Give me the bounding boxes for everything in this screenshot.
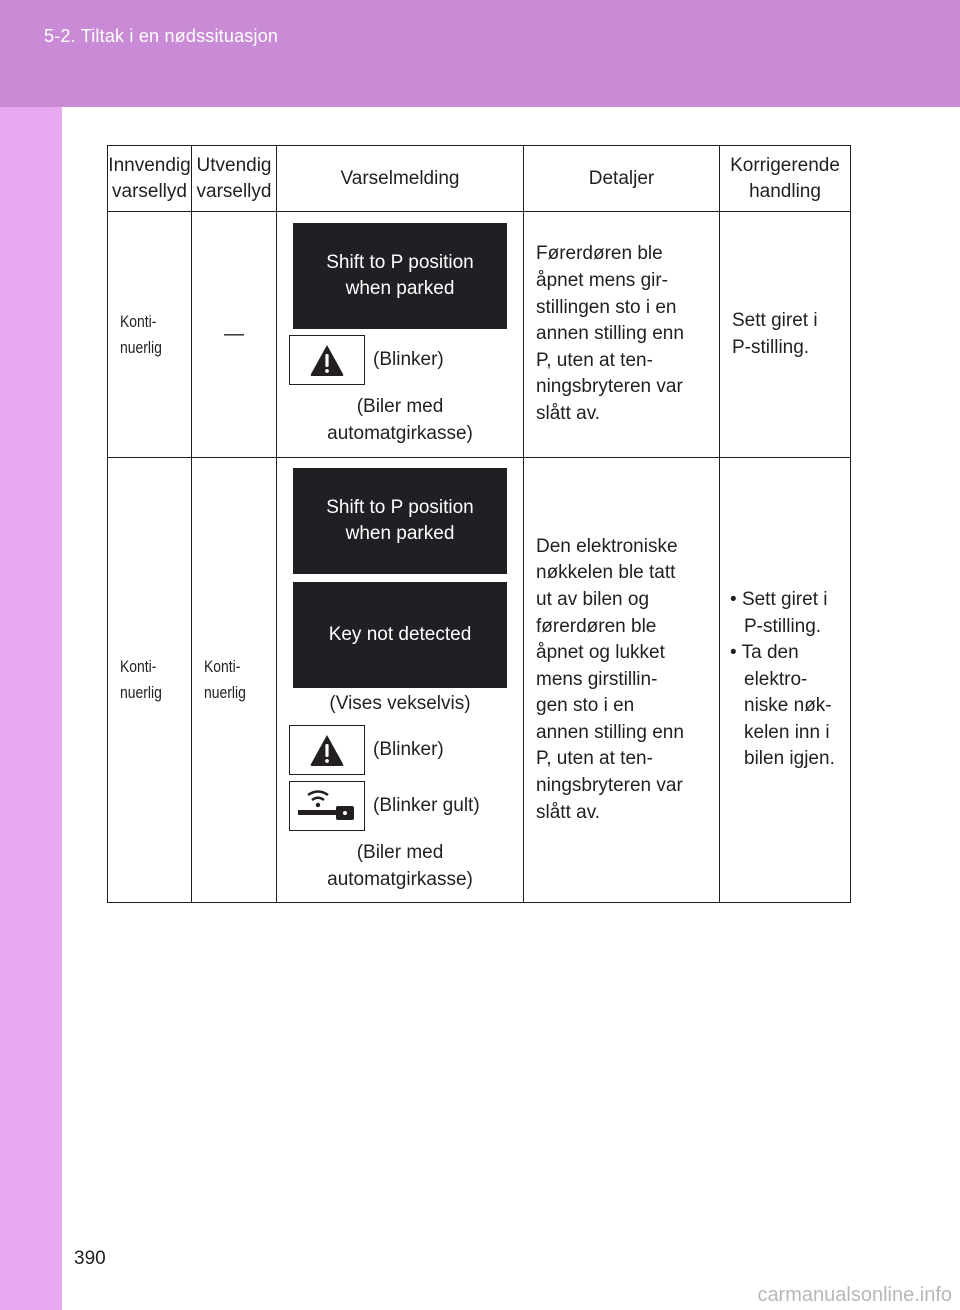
header-warning-message: Varselmelding [277, 146, 524, 212]
action-bullet: • Ta den elektro- niske nøk- kelen inn i bilen igjen. [730, 642, 835, 770]
icon-label: (Blinker) [373, 738, 444, 760]
alternating-note: (Vises vekselvis) [329, 692, 471, 714]
warning-table [107, 145, 851, 903]
exterior-buzzer-cell: Konti- nuerlig [192, 458, 277, 903]
warning-message-cell [277, 458, 524, 903]
display-message: Shift to P position when parked [293, 468, 507, 574]
condition-note: (Biler med automatgirkasse) [327, 841, 473, 890]
icon-row [289, 781, 523, 831]
condition-note: (Biler med automatgirkasse) [327, 395, 473, 444]
corrective-action-cell: Sett giret i P-stilling. [720, 212, 851, 458]
side-tab [0, 107, 62, 1310]
table-header-row [108, 146, 851, 212]
icon-row [289, 335, 523, 385]
watermark: carmanualsonline.info [757, 1284, 952, 1306]
header-exterior-buzzer: Utvendig varsellyd [192, 146, 277, 212]
warning-triangle-icon [289, 725, 365, 775]
corrective-action-cell [720, 458, 851, 903]
header-corrective-action: Korrigerende handling [720, 146, 851, 212]
warning-message-cell [277, 212, 524, 458]
interior-buzzer-cell: Konti- nuerlig [108, 212, 192, 458]
warning-triangle-icon [289, 335, 365, 385]
action-bullet: • Sett giret i P-stilling. [730, 588, 828, 637]
display-message: Key not detected [293, 582, 507, 688]
header-details: Detaljer [524, 146, 720, 212]
icon-label: (Blinker gult) [373, 794, 480, 816]
header-interior-buzzer: Innvendig varsellyd [108, 146, 192, 212]
page-number: 390 [74, 1248, 106, 1269]
details-cell: Førerdøren ble åpnet mens gir- stillingen sto i en annen stilling enn P, uten at ten- ningsbryteren var slått av. [524, 212, 720, 458]
display-message: Shift to P position when parked [293, 223, 507, 329]
section-title: 5-2. Tiltak i en nødssituasjon [44, 26, 279, 46]
interior-buzzer-cell: Konti- nuerlig [108, 458, 192, 903]
details-cell: Den elektroniske nøkkelen ble tatt ut av bilen og førerdøren ble åpnet og lukket mens girstillin- gen sto i en annen stilling enn P, uten at ten- ningsbryteren var slått av. [524, 458, 720, 903]
smart-key-signal-icon [289, 781, 365, 831]
icon-label: (Blinker) [373, 348, 444, 370]
table-row [108, 212, 851, 458]
section-header-bar [0, 0, 960, 107]
exterior-buzzer-cell: — [192, 212, 277, 458]
table-row [108, 458, 851, 903]
icon-row [289, 725, 523, 775]
